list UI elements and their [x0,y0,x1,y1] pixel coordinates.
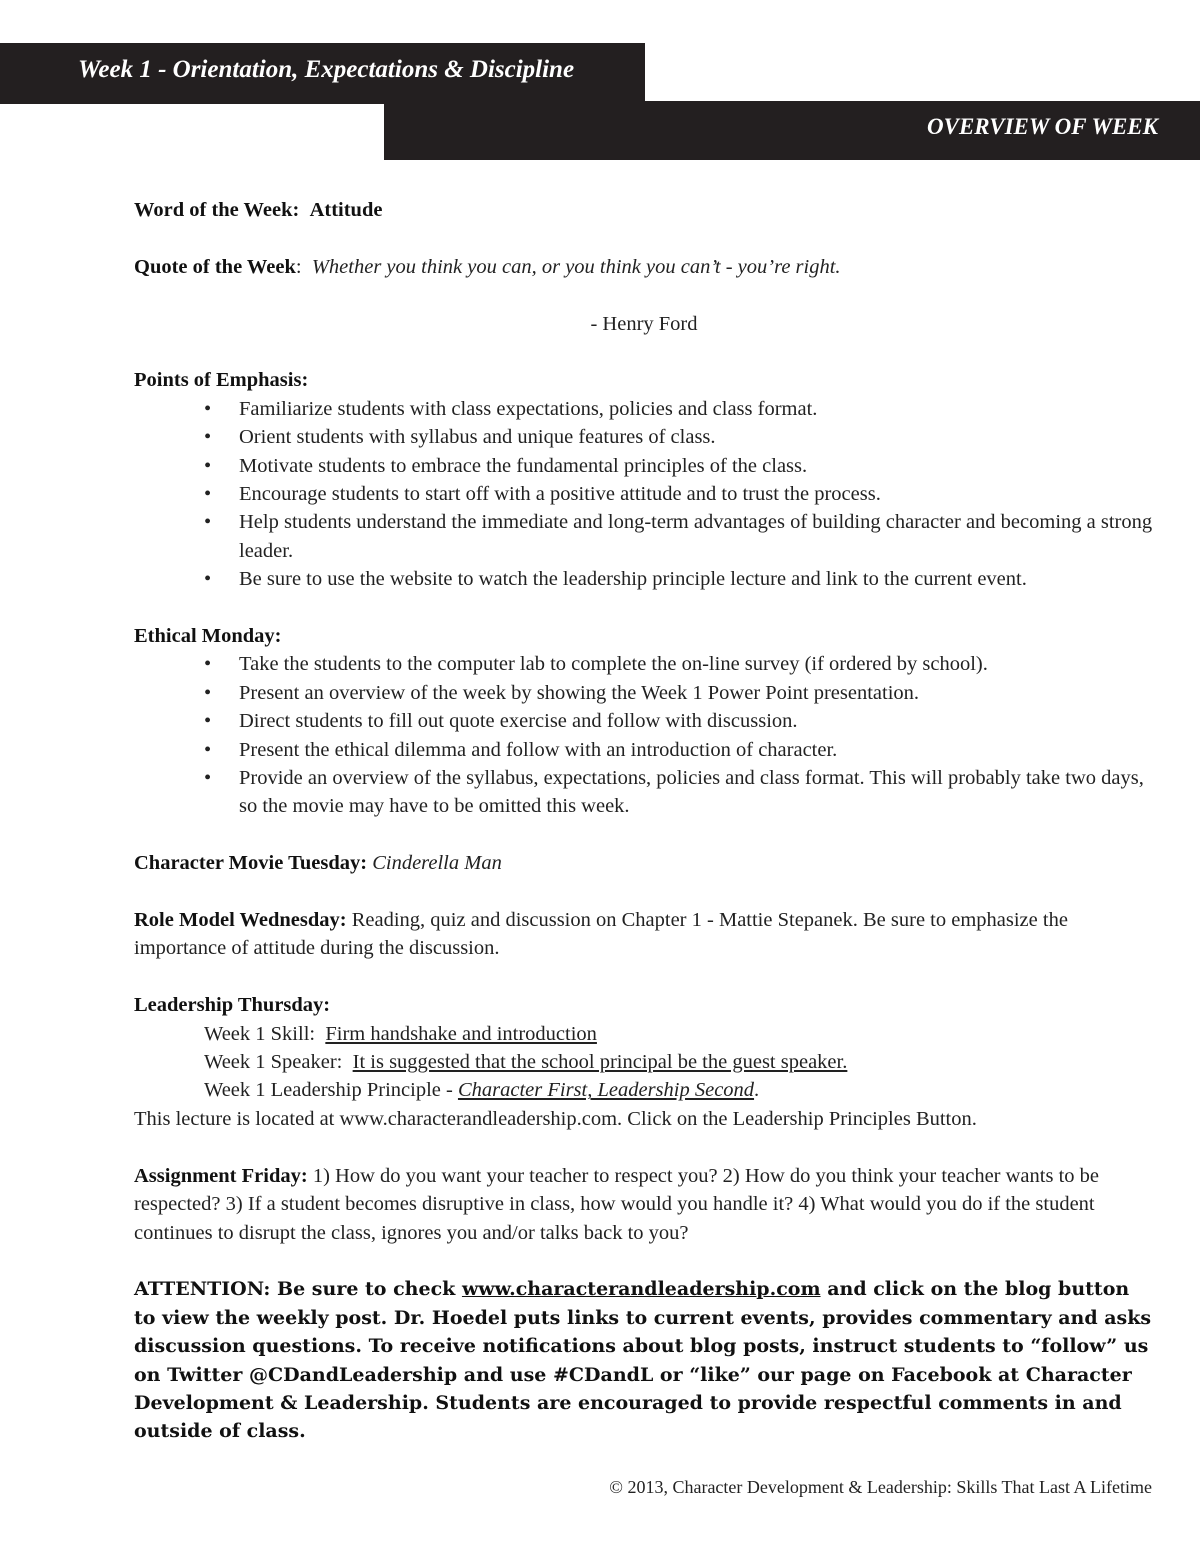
list-item: • Motivate students to embrace the fundamental principles of the class. [204,454,808,477]
list-item: • Provide an overview of the syllabus, expectations, policies and class format. This will probably take two days, so the movie may have to be omitted this week. [204,767,1144,818]
overview-banner [384,101,1200,160]
principle-line: Week 1 Leadership Principle - Character First, Leadership Second. [204,1079,760,1102]
page-content [134,196,1154,1446]
movie-title: Cinderella Man [372,852,502,875]
list-item: • Encourage students to start off with a positive attitude and to trust the process. [204,483,881,506]
friday-section [134,1162,1154,1247]
friday-text: 1) How do you want your teacher to respect you? 2) How do you think your teacher wants to be respected? 3) If a student becomes disruptive in class, how would you handle it? 4) What would you do if the student continues to disrupt the class, ignores you and/or talks back to you? [134,1164,1099,1244]
word-of-week [134,196,1154,224]
monday-heading: Ethical Monday: [134,625,282,648]
tuesday-section [134,849,1154,877]
emphasis-heading: Points of Emphasis: [134,369,309,392]
monday-list [134,650,1154,820]
list-item: • Help students understand the immediate and long-term advantages of building character and becoming a strong leader. [204,511,1153,562]
week-title-banner [0,43,645,104]
week-title: Week 1 - Orientation, Expectations & Discipline [78,56,575,83]
speaker-line: Week 1 Speaker: It is suggested that the school principal be the guest speaker. [204,1051,848,1074]
wednesday-section [134,906,1154,963]
speaker-value: It is suggested that the school principal be the guest speaker. [352,1051,848,1074]
quote-of-week: Quote of the Week: Whether you think you can, or you think you can’t - you’re right. [134,255,841,278]
quote-text: Whether you think you can, or you think you can’t - you’re right. [311,255,841,278]
list-item: • Direct students to fill out quote exercise and follow with discussion. [204,710,798,733]
list-item: • Present an overview of the week by showing the Week 1 Power Point presentation. [204,681,920,704]
friday-heading: Assignment Friday: [134,1164,308,1187]
list-item: • Take the students to the computer lab to complete the on-line survey (if ordered by school). [204,653,988,676]
website-link[interactable]: www.characterandleadership.com [461,1278,821,1301]
thursday-heading: Leadership Thursday: [134,994,331,1017]
skill-line: Week 1 Skill: Firm handshake and introduction [204,1022,597,1045]
wednesday-heading: Role Model Wednesday: [134,909,347,932]
list-item: • Be sure to use the website to watch the leadership principle lecture and link to the current event. [204,568,1027,591]
list-item: • Orient students with syllabus and unique features of class. [204,426,716,449]
quote-label: Quote of the Week [134,255,296,278]
quote-author: - Henry Ford [590,312,698,335]
list-item: • Present the ethical dilemma and follow with an introduction of character. [204,738,838,761]
copyright-footer: © 2013, Character Development & Leadership: Skills That Last A Lifetime [609,1477,1152,1497]
lecture-note: This lecture is located at www.characterandleadership.com. Click on the Leadership Principles Button. [134,1107,977,1130]
list-item: • Familiarize students with class expectations, policies and class format. [204,397,818,420]
skill-value: Firm handshake and introduction [325,1022,597,1045]
emphasis-list [134,395,1154,594]
word-of-week-value: Attitude [309,199,383,221]
overview-heading: OVERVIEW OF WEEK [927,114,1158,139]
attention-notice: ATTENTION: Be sure to check www.characterandleadership.com and click on the blog button to view the weekly post. Dr. Hoedel puts links to current events, provides commentary and asks discussion questions. To receive notifications about blog posts, instruct students to “follow” us on Twitter @CDandLeadership and use #CDandL or “like” our page on Facebook at Character Development & Leadership. Students are encouraged to provide respectful comments in and outside of class. [134,1278,1152,1443]
tuesday-heading: Character Movie Tuesday: [134,852,368,875]
word-of-week-label: Word of the Week: [134,199,300,221]
wednesday-text: Reading, quiz and discussion on Chapter 1 - Mattie Stepanek. Be sure to emphasize the importance of attitude during the discussion. [134,909,1068,960]
principle-value: Character First, Leadership Second [457,1079,755,1102]
